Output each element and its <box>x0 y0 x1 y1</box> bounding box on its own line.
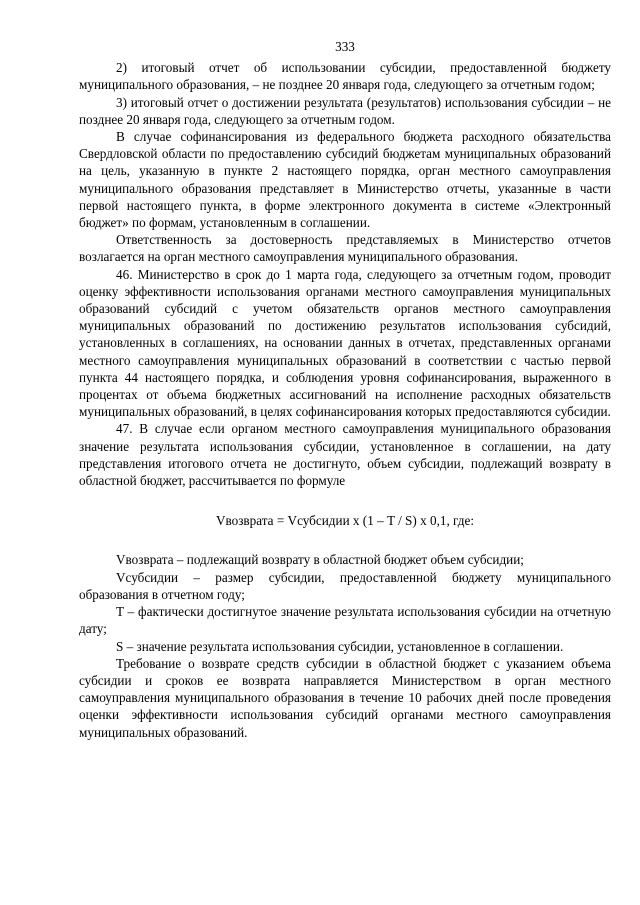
paragraph-refund-demand: Требование о возврате средств субсидии в областной бюджет с указанием объема субсидии и сроков ее возврата направляется Министерством в орган местного самоуправления муниципального образования в течение 10 рабочих дней после проведения оценки эффективности использования субсидий органами местного самоуправления муниципальных образований. <box>79 655 611 740</box>
definition-s: S – значение результата использования субсидии, установленное в соглашении. <box>116 638 564 654</box>
definition-t: T – фактически достигнутое значение результата использования субсидии на отчетную дату; <box>79 604 611 637</box>
paragraph-report-item-2: 2) итоговый отчет об использовании субсидии, предоставленной бюджету муниципального образования, – не позднее 20 января года, следующего за отчетным годом; <box>79 60 611 93</box>
document-page <box>79 38 611 741</box>
refund-formula: Vвозврата = Vсубсидии х (1 – T / S) х 0,1, где: <box>215 513 475 529</box>
definition-v-refund: Vвозврата – подлежащий возврату в областной бюджет объем субсидии; <box>116 552 524 568</box>
page-number: 333 <box>335 39 355 54</box>
definition-v-subsidy: Vсубсидии – размер субсидии, предоставленной бюджету муниципального образования в отчетном году; <box>79 569 611 602</box>
paragraph-responsibility: Ответственность за достоверность представляемых в Министерство отчетов возлагается на орган местного самоуправления муниципального образования. <box>79 232 611 265</box>
paragraph-clause-46: 46. Министерство в срок до 1 марта года, следующего за отчетным годом, проводит оценку эффективности использования органами местного самоуправления муниципальных образований субсидий с учетом обязательств органов местного самоуправления муниципальных образований по достижению результатов использования субсидий, установленных в соглашениях, на основании данных в отчетах, представленных органами местного самоуправления муниципальных образований в соответствии с частью первой пункта 44 настоящего порядка, и соблюдения уровня софинансирования, выраженного в процентах от объема бюджетных ассигнований на исполнение расходных обязательств муниципальных образований, в целях софинансирования которых предоставляются субсидии. <box>79 266 611 420</box>
paragraph-clause-47: 47. В случае если органом местного самоуправления муниципального образования значение результата использования субсидии, установленное в соглашении, на дату представления итогового отчета не достигнуто, объем субсидии, подлежащий возврату в областной бюджет, рассчитывается по формуле <box>79 421 611 489</box>
paragraph-cofinancing: В случае софинансирования из федерального бюджета расходного обязательства Свердловской области по предоставлению субсидий бюджетам муниципальных образований на цель, указанную в пункте 2 настоящего порядка, орган местного самоуправления муниципального образования представляет в Министерство отчеты, указанные в части первой настоящего пункта, в форме электронного документа в системе «Электронный бюджет» по формам, установленным в соглашении. <box>79 129 611 231</box>
paragraph-report-item-3: 3) итоговый отчет о достижении результата (результатов) использования субсидии – не позднее 20 января года, следующего за отчетным годом. <box>79 94 611 127</box>
